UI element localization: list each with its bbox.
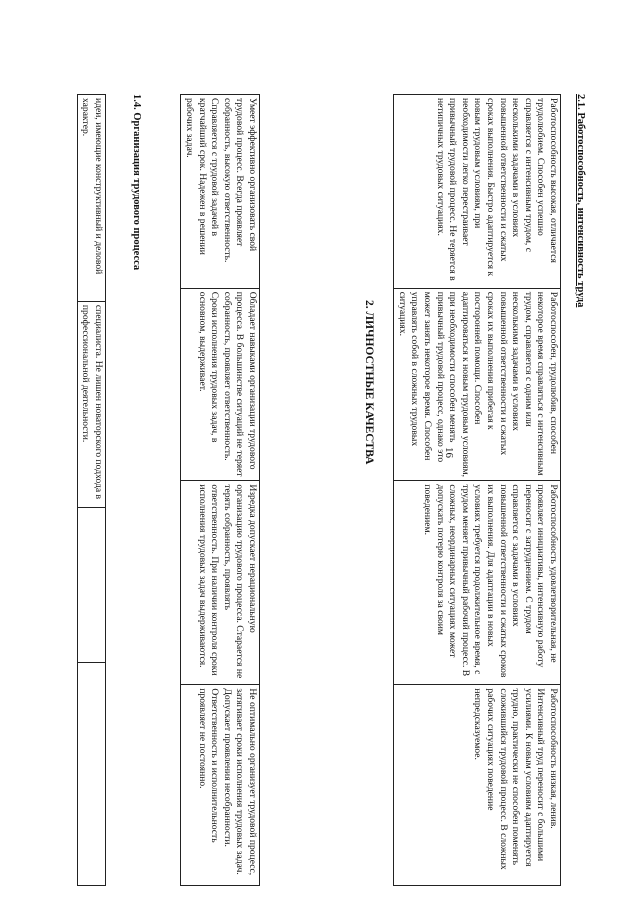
- table-cell: Работоспособность низкая, ленив. Интенсивный труд переносит с большими усилиями. К новым условиям адаптируется трудно, практически не способен поменять сложившийся трудовой процесс. В сложных рабочих ситуациях поведение непредсказуемое.: [394, 685, 561, 886]
- section-heading-2: 2. ЛИЧНОСТНЫЕ КАЧЕСТВА: [363, 300, 375, 465]
- table-row: [181, 95, 260, 886]
- table-cell: Работоспособность высокая, отличается трудолюбием. Способен успешно справляется с интенсивным трудом, с несколькими задачами в условиях повышенной ответственности и сжатых сроках выполнения. Быстро адаптируется к новым трудовым условиям, при необходимости легко перестраивает привычный трудовой процесс. Не теряется в нетипичных трудовых ситуациях.: [394, 95, 561, 289]
- top-table: [77, 94, 106, 886]
- table-section-1-4: [180, 94, 260, 886]
- table-cell: Работоспособность удовлетворительная, не проявляет инициативы, интенсивную работу переносит с затруднением. С трудом справляется с задачами в условиях повышенной ответственности и сжатых сроков их выполнения. Для адаптации в новых условиях требуется продолжительное время, с трудом меняет привычный рабочий процесс. В сложных, неординарных ситуациях может допускать потерю контроля за своим поведением.: [394, 481, 561, 685]
- table-cell: Не оптимально организует трудовой процесс, затягивает сроки исполнения трудовых задач. Допускает проявления несобранности. Ответственность и исполнительность проявляет не постоянно.: [181, 685, 260, 886]
- table-section-2-1: [393, 94, 561, 886]
- table-row: [77, 95, 105, 886]
- table-cell-empty: [77, 663, 105, 886]
- table-cell: Обладает навыками организации трудового процесса. В большинстве ситуаций не теряет собранность, проявляет ответственность. Сроки исполнения трудовых задач, в основном, выдерживает.: [181, 288, 260, 481]
- table-cell: специалиста. Не лишен новаторского подхода в профессиональной деятельности.: [77, 301, 105, 507]
- table-cell: Работоспособен, трудолюбив, способен некоторое время справляться с интенсивным трудом, справляется с одним или несколькими задачами в условиях повышенной ответственности и сжатых сроках их выполнения прибегая к посторонней помощи. Способен адаптироваться к новым трудовым условиям, при необходимости способен менять привычный трудовой процесс, однако это может занять некоторое время. Способен управлять собой в сложных трудовых ситуациях.: [394, 288, 561, 481]
- page-number: 16: [443, 447, 455, 458]
- table-cell: идеи, имеющие конструктивный и деловой характер.: [77, 95, 105, 302]
- table-cell-empty: [77, 507, 105, 663]
- table-row: [394, 95, 561, 886]
- table-cell: Умеет эффективно организовать свой трудовой процесс. Всегда проявляет собранность, высокую ответственность. Справляется с трудовой задачей в кратчайший срок. Надежен в решении рабочих задач.: [181, 95, 260, 289]
- table-cell: Изредка допускает нерациональную организацию трудового процесса. Старается не терять собранность, проявлять ответственность. При наличии контроля сроки исполнения трудовых задач выдерживаются.: [181, 481, 260, 685]
- section-heading-1-4: 1.4. Организация трудового процесса: [131, 94, 142, 271]
- section-heading-2-1: 2.1. Работоспособность, интенсивность труда: [575, 94, 586, 308]
